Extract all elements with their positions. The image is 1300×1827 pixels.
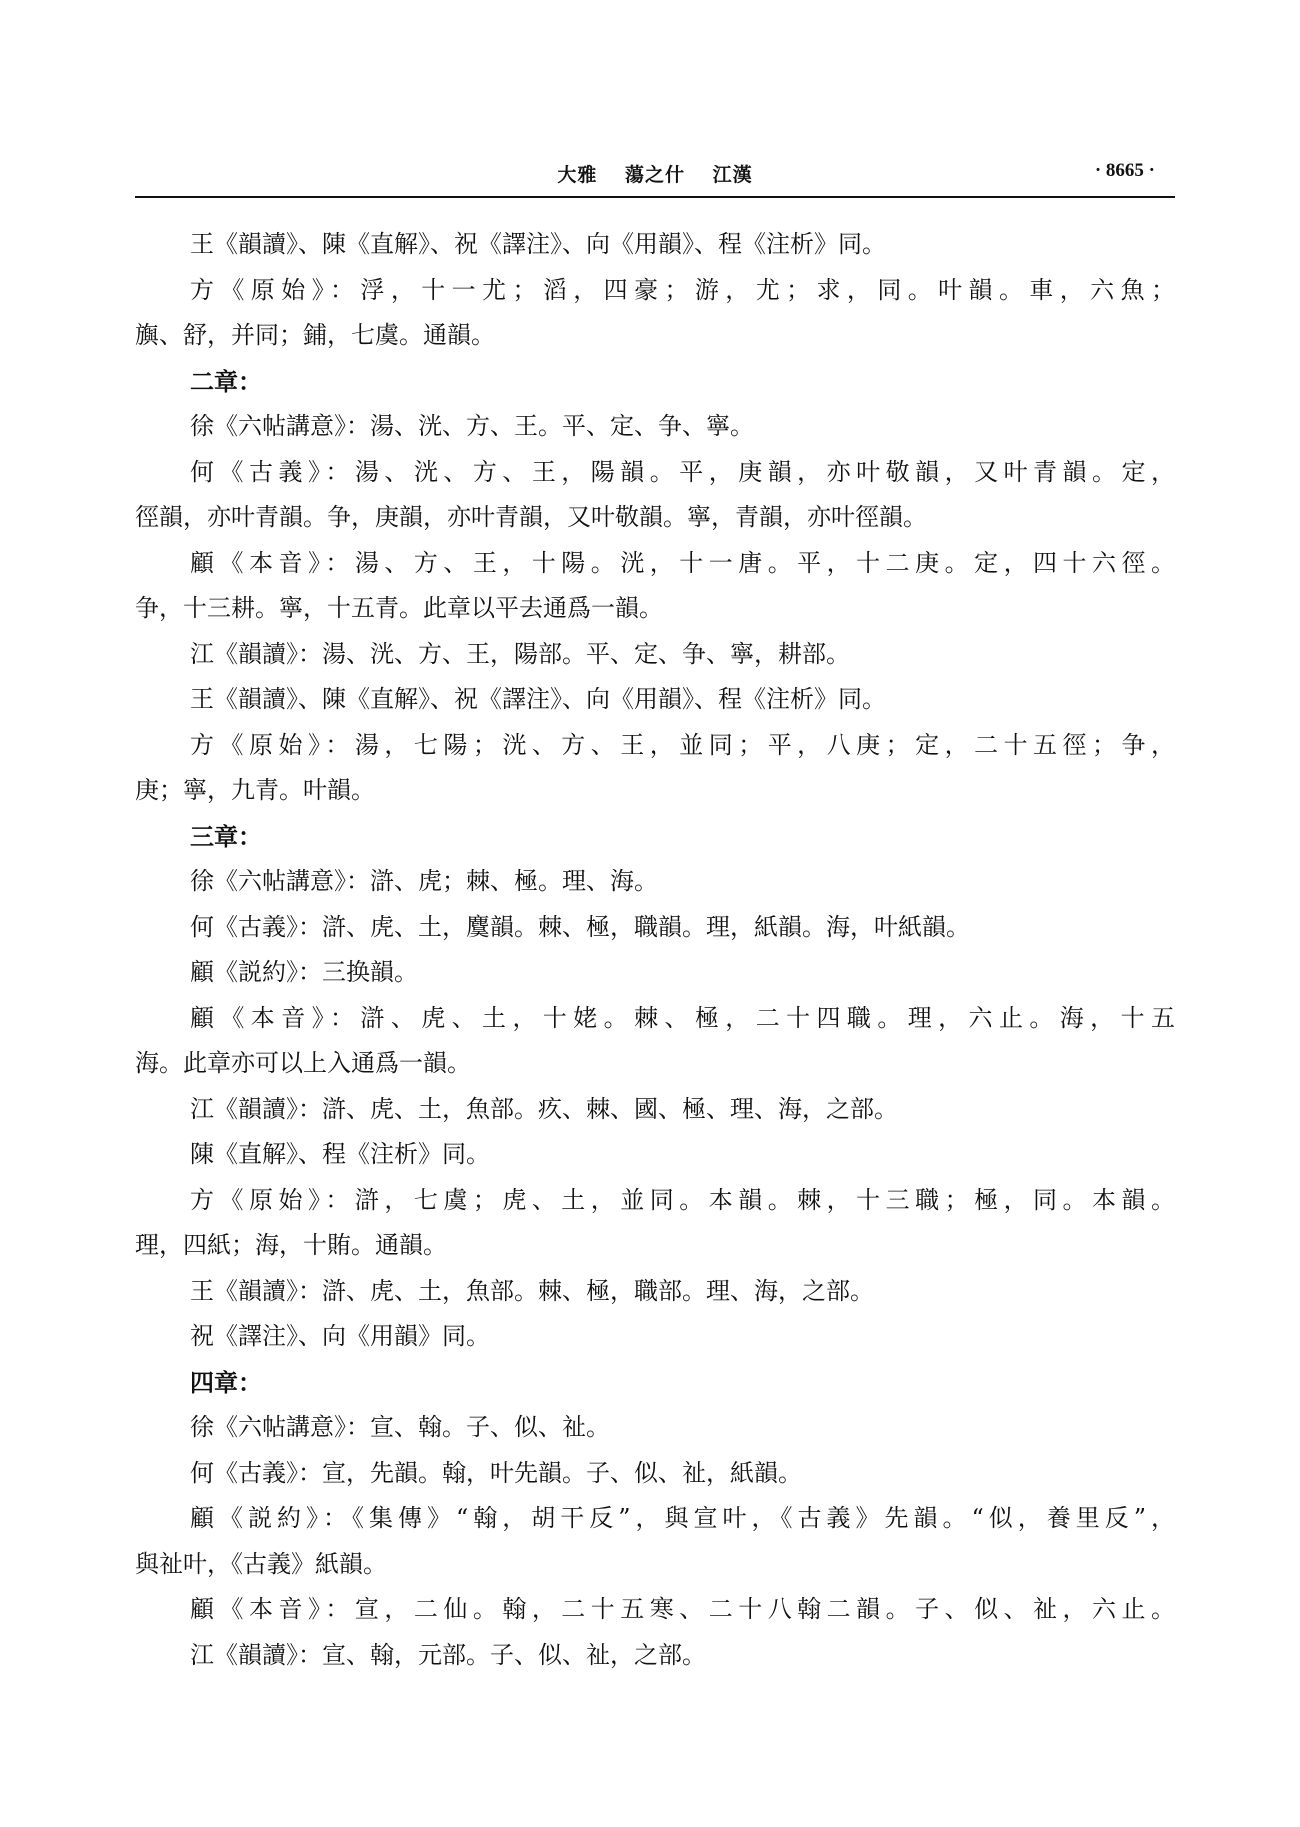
header-title-part: 大雅 (557, 164, 598, 186)
text-line: 徐《六帖講意》：湯、洸、方、王。平、定、争、寧。 (190, 412, 754, 440)
section-heading: 四章： (190, 1367, 262, 1397)
text-line: 庚；寧，九青。叶韻。 (135, 776, 375, 804)
text-line: 何《古義》：湯、洸、方、王，陽韻。平，庚韻，亦叶敬韻，又叶青韻。定， (190, 457, 1175, 486)
text-line: 王《韻讀》、陳《直解》、祝《譯注》、向《用韻》、程《注析》同。 (190, 685, 886, 713)
text-line: 旟、舒，并同；鋪，七虞。通韻。 (135, 321, 495, 349)
text-line: 顧《説約》：《集傳》“翰，胡干反”，與宣叶，《古義》先韻。“似，養里反”， (190, 1504, 1175, 1532)
text-line: 王《韻讀》、陳《直解》、祝《譯注》、向《用韻》、程《注析》同。 (190, 230, 886, 258)
section-heading: 三章： (190, 821, 262, 851)
text-line: 江《韻讀》：滸、虎、土，魚部。疚、棘、國、極、理、海，之部。 (190, 1094, 898, 1123)
text-line: 徐《六帖講意》：宣、翰。子、似、祉。 (190, 1413, 610, 1441)
text-line: 海。此章亦可以上入通爲一韻。 (135, 1049, 471, 1077)
section-heading: 二章： (190, 366, 262, 396)
text-body (135, 222, 1175, 1678)
header-title-part: 蕩之什 (624, 164, 685, 186)
text-line: 祝《譯注》、向《用韻》同。 (190, 1322, 490, 1350)
text-line: 顧《本音》：宣，二仙。翰，二十五寒、二十八翰二韻。子、似、祉，六止。 (190, 1595, 1175, 1623)
text-line: 江《韻讀》：湯、洸、方、王，陽部。平、定、争、寧，耕部。 (190, 639, 850, 668)
header-title (135, 160, 1175, 187)
header-rule (135, 196, 1175, 198)
text-line: 陳《直解》、程《注析》同。 (190, 1140, 490, 1168)
text-line: 方《原始》：浮，十一尤；滔，四豪；游，尤；求，同。叶韻。車，六魚； (190, 275, 1175, 304)
text-line: 王《韻讀》：滸、虎、土，魚部。棘、極，職部。理、海，之部。 (190, 1276, 874, 1305)
text-line: 徑韻，亦叶青韻。争，庚韻，亦叶青韻，又叶敬韻。寧，青韻，亦叶徑韻。 (135, 503, 927, 531)
text-line: 顧《本音》：湯、方、王，十陽。洸，十一唐。平，十二庚。定，四十六徑。 (190, 548, 1175, 577)
page-number: · 8665 · (1094, 160, 1155, 181)
text-line: 何《古義》：宣，先韻。翰，叶先韻。子、似、祉，紙韻。 (190, 1458, 802, 1487)
header-title-part: 江漢 (712, 164, 753, 186)
text-line: 方《原始》：湯，七陽；洸、方、王，並同；平，八庚；定，二十五徑；争， (190, 730, 1175, 759)
text-line: 理，四紙；海，十賄。通韻。 (135, 1231, 447, 1259)
text-line: 顧《説約》：三换韻。 (190, 958, 418, 986)
text-line: 争，十三耕。寧，十五青。此章以平去通爲一韻。 (135, 594, 663, 622)
text-line: 何《古義》：滸、虎、土，麌韻。棘、極，職韻。理，紙韻。海，叶紙韻。 (190, 912, 970, 941)
text-line: 與祉叶，《古義》紙韻。 (135, 1549, 387, 1578)
text-line: 顧《本音》：滸、虎、土，十姥。棘、極，二十四職。理，六止。海，十五 (190, 1003, 1175, 1032)
text-line: 徐《六帖講意》：滸、虎；棘、極。理、海。 (190, 867, 658, 895)
text-line: 江《韻讀》：宣、翰，元部。子、似、祉，之部。 (190, 1640, 706, 1669)
text-line: 方《原始》：滸，七虞；虎、土，並同。本韻。棘，十三職；極，同。本韻。 (190, 1185, 1175, 1214)
running-header (135, 160, 1175, 194)
